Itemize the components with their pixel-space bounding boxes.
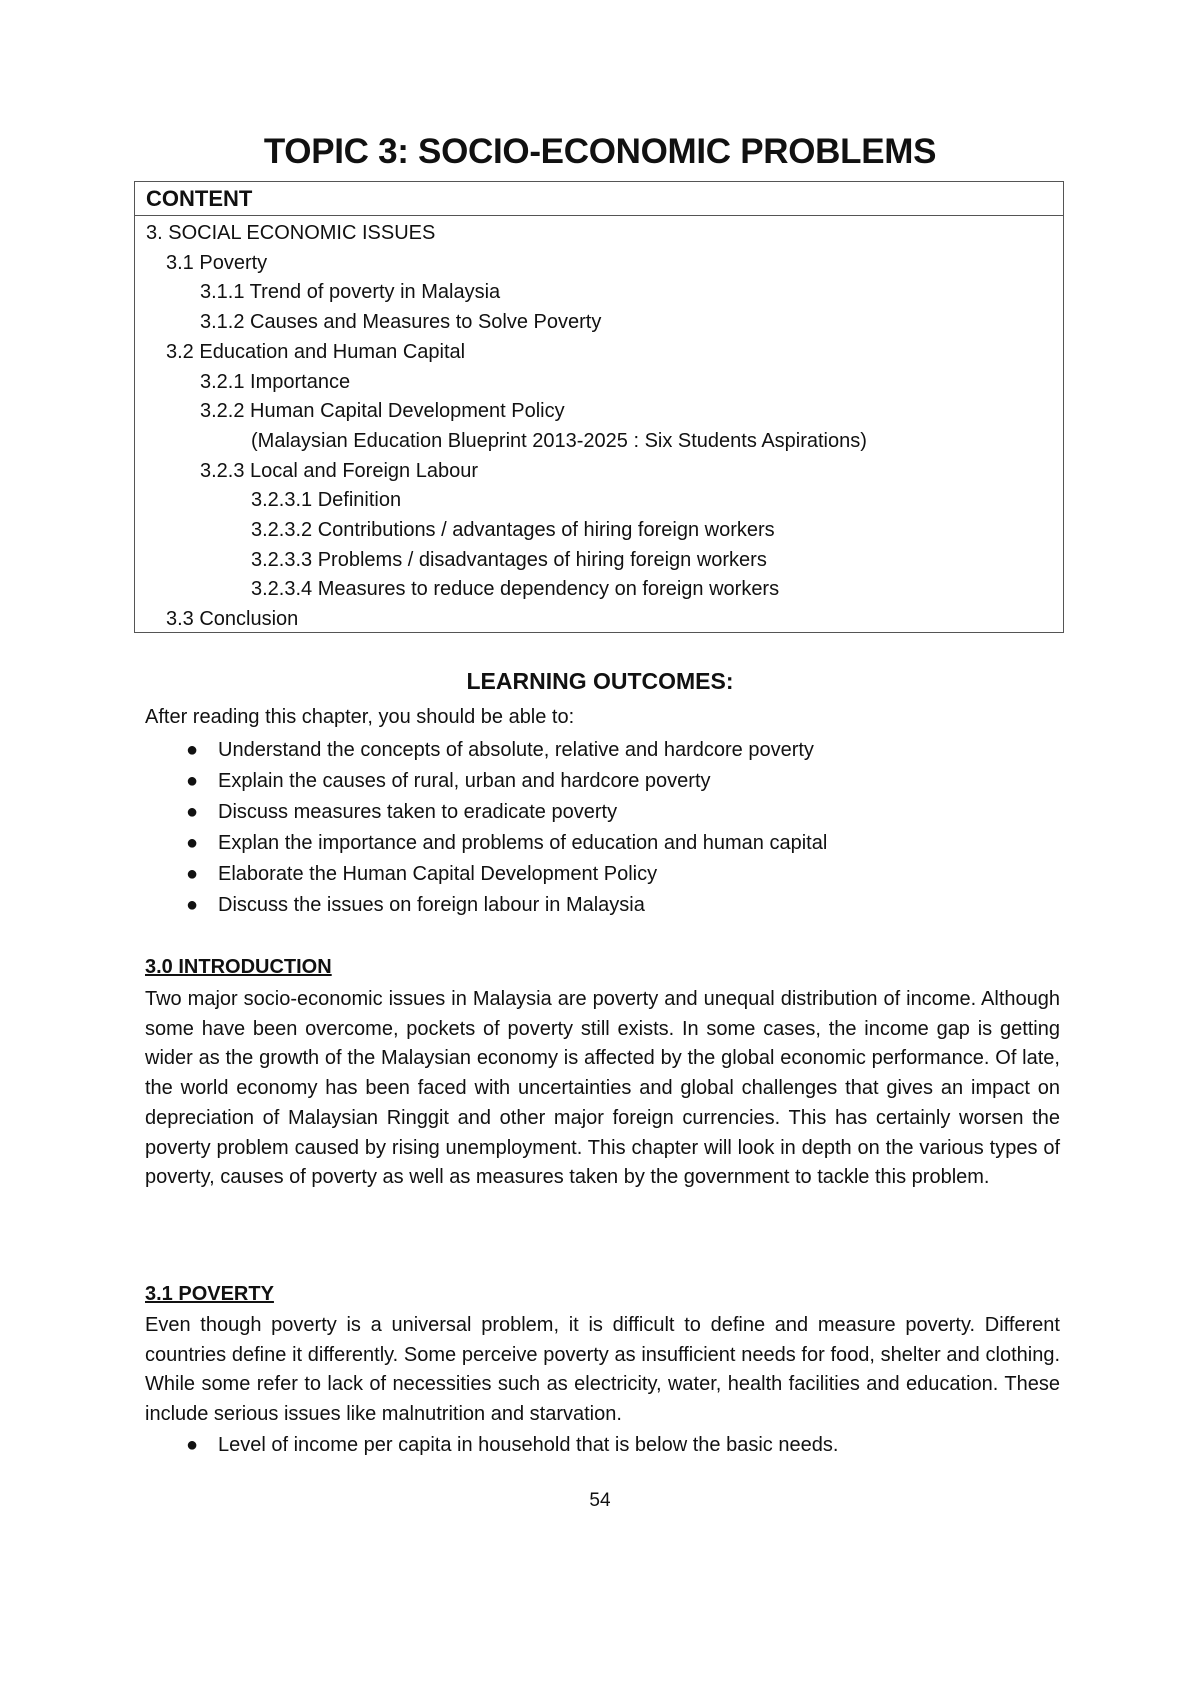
- content-table-heading: CONTENT: [135, 182, 1063, 216]
- content-table: [134, 181, 1064, 633]
- list-item: [145, 766, 1075, 797]
- list-item-text: Level of income per capita in household that is below the basic needs.: [218, 1434, 839, 1456]
- list-item: [145, 797, 1075, 828]
- toc-item: 3. SOCIAL ECONOMIC ISSUES: [146, 222, 436, 244]
- list-item-text: Elaborate the Human Capital Development Policy: [218, 863, 658, 885]
- toc-item: 3.2 Education and Human Capital: [166, 340, 466, 363]
- bullet-icon: ●: [186, 863, 199, 885]
- list-item: [145, 859, 1075, 890]
- list-item: [145, 890, 1075, 921]
- toc-item: 3.2.3.3 Problems / disadvantages of hiring foreign workers: [251, 548, 767, 571]
- page-number: 54: [589, 1490, 611, 1511]
- introduction-paragraph: Two major socio-economic issues in Malaysia are poverty and unequal distribution of income. Although some have been overcome, pockets of poverty still exists. In some cases, the income gap is getting wider as the growth of the Malaysian economy is affected by the global economic performance. Of late, the world economy has been faced with uncertainties and global challenges that gives an impact on depreciation of Malaysian Ringgit and other major foreign currencies. This has certainly worsen the poverty problem caused by rising unemployment. This chapter will look in depth on the various types of poverty, causes of poverty as well as measures taken by the government to tackle this problem.: [145, 988, 1060, 1189]
- bullet-icon: ●: [186, 1434, 199, 1456]
- learning-outcomes-list: [145, 735, 1075, 921]
- toc-item: 3.2.3.4 Measures to reduce dependency on foreign workers: [251, 578, 780, 601]
- poverty-paragraph: Even though poverty is a universal problem, it is difficult to define and measure poverty. Different countries define it differently. Some perceive poverty as insufficient needs for food, shelter and clothing. While some refer to lack of necessities such as electricity, water, health facilities and education. These include serious issues like malnutrition and starvation.: [145, 1314, 1060, 1426]
- toc-item: 3.2.1 Importance: [200, 370, 351, 393]
- bullet-icon: ●: [186, 770, 199, 792]
- list-item: [145, 828, 1075, 859]
- list-item-text: Discuss measures taken to eradicate poverty: [218, 801, 618, 823]
- toc-item: 3.2.2 Human Capital Development Policy: [200, 400, 565, 423]
- introduction-heading: 3.0 INTRODUCTION: [145, 956, 332, 978]
- poverty-heading: 3.1 POVERTY: [145, 1283, 274, 1305]
- toc-item: 3.2.3.2 Contributions / advantages of hiring foreign workers: [251, 519, 775, 542]
- toc-item: (Malaysian Education Blueprint 2013-2025 : Six Students Aspirations): [251, 429, 867, 452]
- bullet-icon: ●: [186, 801, 199, 823]
- list-item-text: Understand the concepts of absolute, relative and hardcore poverty: [218, 739, 814, 761]
- toc-item: 3.2.3.1 Definition: [251, 489, 402, 512]
- list-item-text: Explan the importance and problems of education and human capital: [218, 832, 828, 854]
- bullet-icon: ●: [186, 739, 199, 761]
- learning-outcomes-heading: LEARNING OUTCOMES:: [466, 668, 734, 694]
- learning-outcomes-intro: After reading this chapter, you should be able to:: [145, 706, 575, 728]
- toc-item: 3.1 Poverty: [166, 251, 268, 274]
- list-item-text: Explain the causes of rural, urban and hardcore poverty: [218, 770, 711, 792]
- page-title: TOPIC 3: SOCIO-ECONOMIC PROBLEMS: [263, 132, 937, 171]
- toc-item: 3.2.3 Local and Foreign Labour: [200, 459, 478, 482]
- content-list: [135, 216, 1063, 635]
- list-item: [145, 735, 1075, 766]
- list-item: [145, 1430, 1075, 1461]
- bullet-icon: ●: [186, 894, 199, 916]
- list-item-text: Discuss the issues on foreign labour in Malaysia: [218, 894, 645, 916]
- poverty-bullet-list: [145, 1430, 1075, 1461]
- toc-item: 3.1.1 Trend of poverty in Malaysia: [200, 281, 501, 304]
- toc-item: 3.1.2 Causes and Measures to Solve Poverty: [200, 311, 602, 334]
- toc-item: 3.3 Conclusion: [166, 608, 299, 631]
- bullet-icon: ●: [186, 832, 199, 854]
